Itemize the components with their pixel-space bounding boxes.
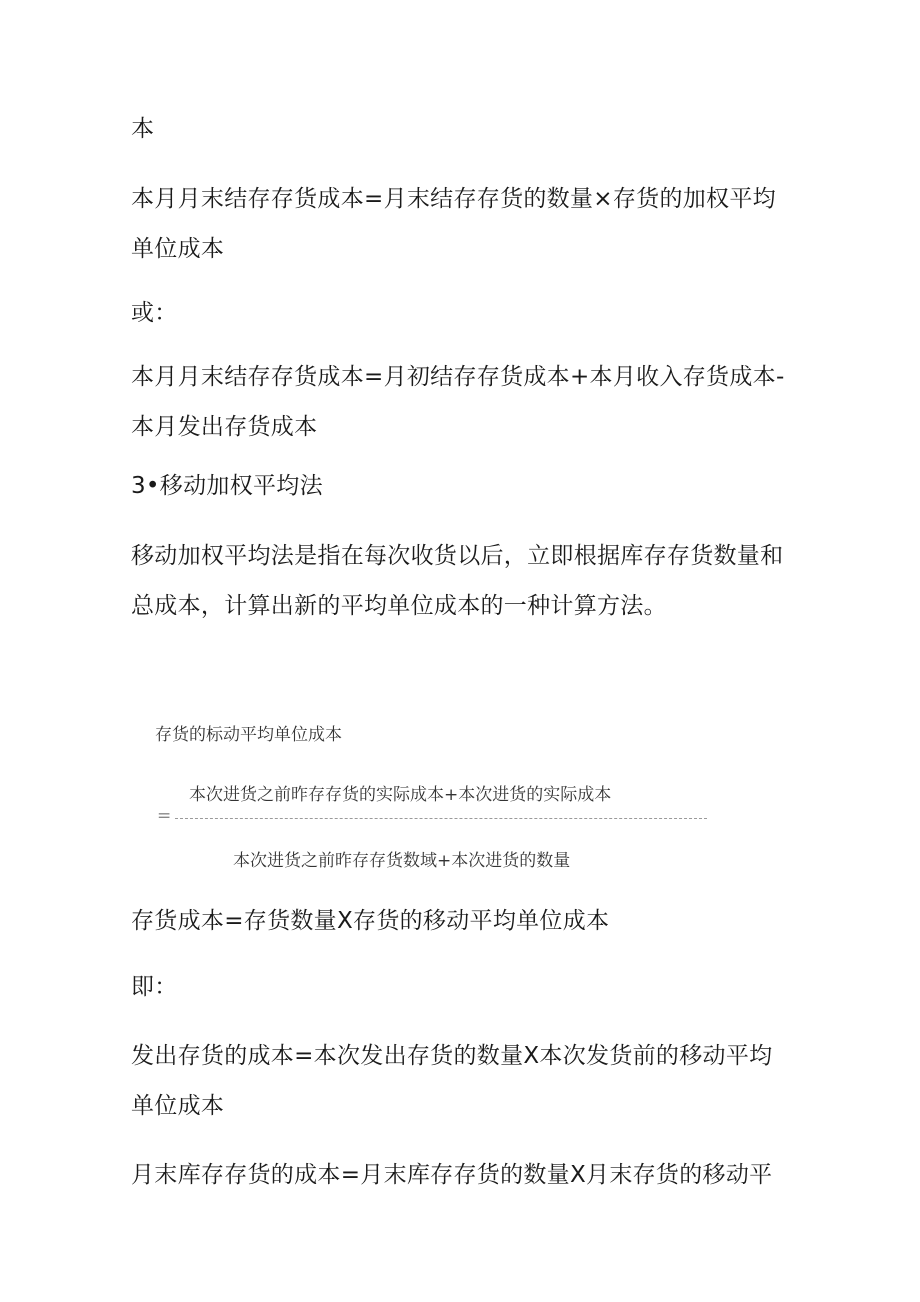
paragraph-5-heading: 3•移动加权平均法 xyxy=(131,473,323,499)
paragraph-1: 本 xyxy=(131,116,155,142)
formula-denominator: 本次进货之前昨存存货数域+本次进货的数量 xyxy=(233,851,571,871)
paragraph-9: 发出存货的成本=本次发出存货的数量Ⅹ本次发货前的移动平均单位成本 xyxy=(131,1043,773,1119)
formula-title: 存货的标动平均单位成本 xyxy=(155,725,342,745)
paragraph-4: 本月月末结存存货成本=月初结存存货成本+本月收入存货成本-本月发出存货成本 xyxy=(131,364,785,440)
formula-numerator: 本次进货之前昨存存货的实际成本+本次进货的实际成本 xyxy=(189,785,612,805)
paragraph-6: 移动加权平均法是指在每次收货以后，立即根据库存存货数量和总成本，计算出新的平均单位成本的一种计算方法。 xyxy=(131,543,784,619)
paragraph-10: 月末库存存货的成本=月末库存存货的数量Ⅹ月末存货的移动平 xyxy=(131,1162,773,1188)
paragraph-3: 或： xyxy=(131,300,178,326)
paragraph-2: 本月月末结存存货成本=月末结存存货的数量×存货的加权平均单位成本 xyxy=(131,186,776,262)
formula-equals: = xyxy=(157,806,172,826)
formula-fraction-line xyxy=(175,818,707,819)
moving-average-formula xyxy=(131,720,771,880)
paragraph-8: 即： xyxy=(131,974,178,1000)
paragraph-7: 存货成本=存货数量Ⅹ存货的移动平均单位成本 xyxy=(131,908,610,934)
